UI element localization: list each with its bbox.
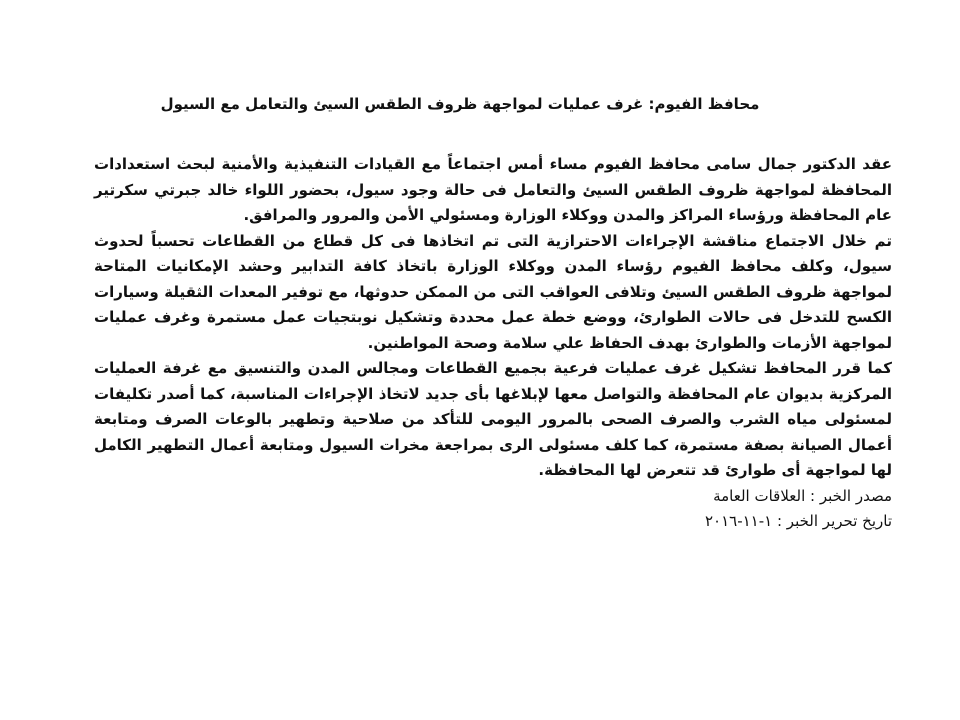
paragraph-meeting: عقد الدكتور جمال سامى محافظ الفيوم مساء أمس اجتماعاً مع القيادات التنفيذية والأمنية لبحث استعدادات المحافظة لمواجهة ظروف الطقس السيئ والتعامل فى حالة وجود سيول، بحضور اللواء خالد جبرتي سكرتير عام المحافظة ورؤساء المراكز والمدن ووكلاء الوزارة ومسئولي الأمن والمرور والمرافق. — [94, 155, 892, 224]
paragraph-precautions: تم خلال الاجتماع مناقشة الإجراءات الاحترازية التى تم اتخاذها فى كل قطاع من القطاعات تحسباً لحدوث سيول، وكلف محافظ الفيوم رؤساء المدن ووكلاء الوزارة باتخاذ كافة التدابير وحشد الإمكانيات المتاحة لمواجهة ظروف الطقس السيئ وتلافى العواقب التى من الممكن حدوثها، مع توفير المعدات الثقيلة وسيارات الكسح للتدخل فى حالات الطوارئ، ووضع خطة عمل محددة وتشكيل نوبتجيات عمل مستمرة وغرف عمليات لمواجهة الأزمات والطوارئ بهدف الحفاظ علي سلامة وصحة المواطنين. — [94, 231, 892, 352]
news-source-line: مصدر الخبر : العلاقات العامة — [713, 486, 892, 505]
news-date-line: تاريخ تحرير الخبر : ١-١١-٢٠١٦ — [704, 512, 892, 530]
document-title: محافظ الفيوم: غرف عمليات لمواجهة ظروف الطقس السيئ والتعامل مع السيول — [160, 95, 760, 113]
document-body — [94, 152, 892, 535]
paragraph-operations-rooms: كما قرر المحافظ تشكيل غرف عمليات فرعية بجميع القطاعات ومجالس المدن والتنسيق مع غرفة العمليات المركزية بديوان عام المحافظة والتواصل معها لإبلاغها بأى جديد لاتخاذ الإجراءات المناسبة، كما أصدر تكليفات لمسئولى مياه الشرب والصرف الصحى بالمرور اليومى للتأكد من صلاحية وتطهير بالوعات الصرف ومتابعة أعمال الصيانة بصفة مستمرة، كما كلف مسئولى الرى بمراجعة مخرات السيول ومتابعة أعمال التطهير الكامل لها لمواجهة أى طوارئ قد تتعرض لها المحافظة. — [94, 359, 892, 479]
